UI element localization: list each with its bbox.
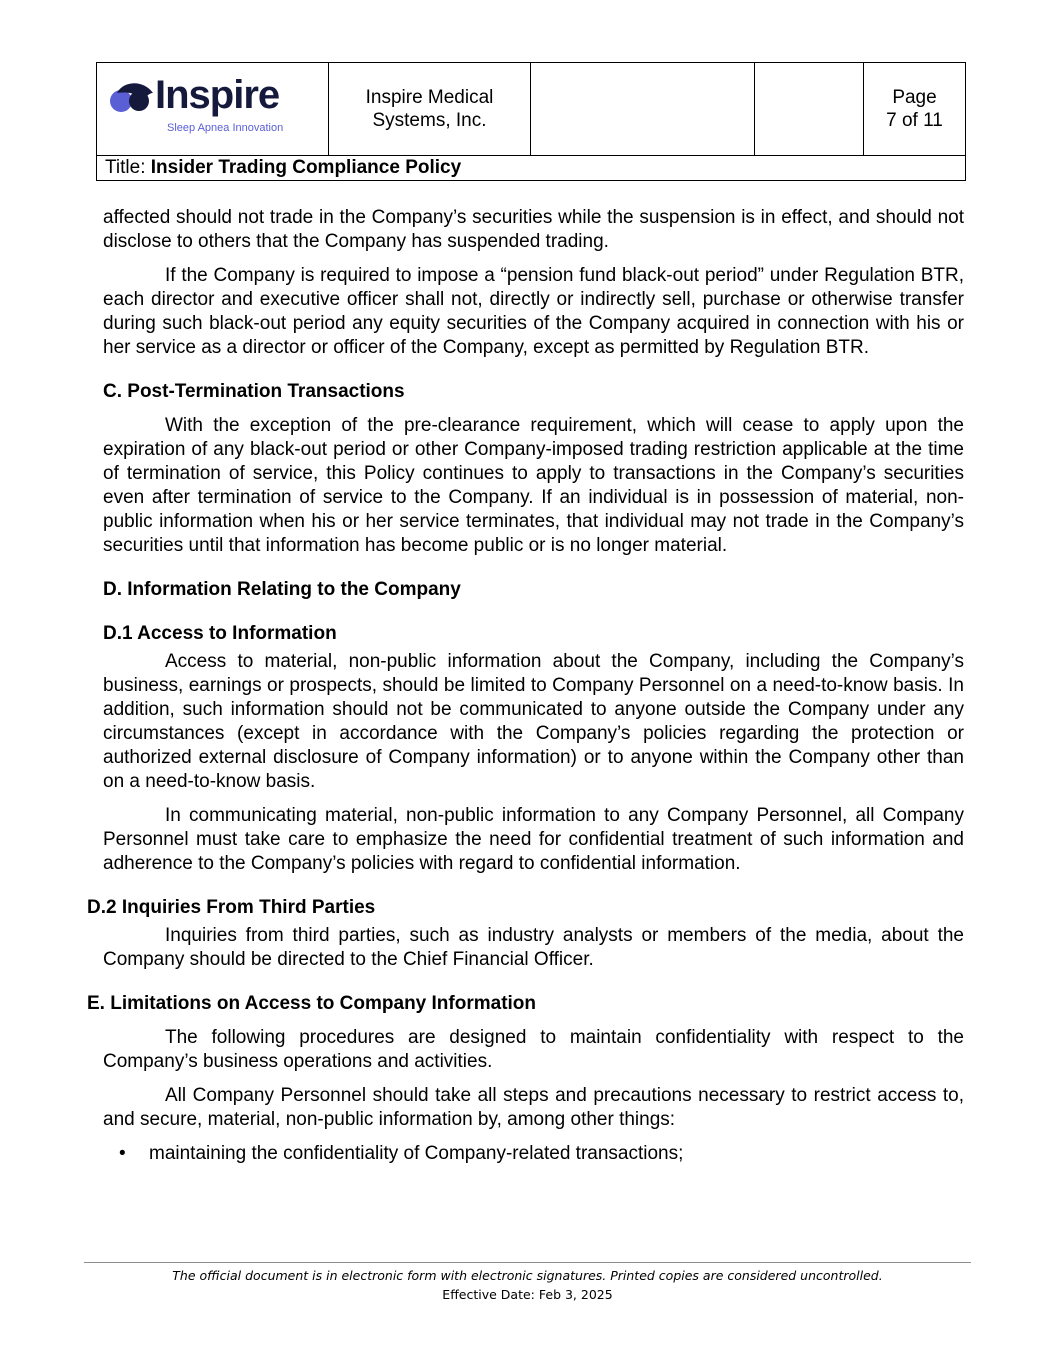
page-label: Page — [892, 87, 937, 108]
paragraph: In communicating material, non-public information to any Company Personnel, all Company Personnel must take care to emphasize the need for confidential treatment of such information and adherence to the Company’s policies with regard to confidential information. — [103, 805, 964, 874]
document-footer — [84, 1266, 971, 1304]
document-title: Insider Trading Compliance Policy — [150, 157, 462, 178]
paragraph: All Company Personnel should take all steps and precautions necessary to restrict access to, and secure, material, non-public information by, among other things: — [103, 1085, 964, 1130]
logo-wordmark: Inspire — [155, 73, 280, 117]
footer-notice: The official document is in electronic form with electronic signatures. Printed copies are considered uncontrolled. — [172, 1268, 883, 1283]
page-number: 7 of 11 — [886, 110, 943, 131]
empty-header-cell — [755, 63, 864, 156]
logo-tagline: Sleep Apnea Innovation — [167, 122, 284, 134]
paragraph: Inquiries from third parties, such as industry analysts or members of the media, about the Company should be directed to the Chief Financial Officer. — [103, 925, 964, 970]
company-logo — [97, 63, 329, 155]
title-label: Title: — [105, 157, 146, 178]
list-item-text: maintaining the confidentiality of Company-related transactions; — [149, 1143, 684, 1164]
document-body — [87, 206, 964, 1166]
effective-date: Effective Date: Feb 3, 2025 — [442, 1287, 613, 1302]
document-header — [96, 62, 966, 181]
company-name-cell — [329, 63, 531, 156]
paragraph: Access to material, non-public information about the Company, including the Company’s business, earnings or prospects, should be limited to Company Personnel on a need-to-know basis. In addition, such information should not be communicated to anyone outside the Company under any circumstances (except in accordance with the Company’s policies regarding the protection or authorized external disclosure of Company information) or to anyone within the Company other than on a need-to-know basis. — [103, 651, 964, 792]
inspire-logo-icon — [109, 79, 155, 113]
paragraph: If the Company is required to impose a “pension fund black-out period” under Regulation BTR, each director and executive officer shall not, directly or indirectly sell, purchase or otherwise transfer during such black-out period any equity securities of the Company acquired in connection with his or her service as a director or officer of the Company, except as permitted by Regulation BTR. — [103, 265, 964, 358]
footer-divider — [84, 1262, 971, 1263]
section-heading-d: D. Information Relating to the Company — [103, 579, 461, 600]
subsection-heading-d2: D.2 Inquiries From Third Parties — [87, 897, 376, 918]
empty-header-cell — [531, 63, 755, 156]
title-cell — [97, 156, 966, 181]
paragraph: The following procedures are designed to maintain confidentiality with respect to the Company’s business operations and activities. — [103, 1027, 964, 1072]
bullet-icon: • — [119, 1143, 126, 1164]
subsection-heading-d1: D.1 Access to Information — [103, 623, 337, 644]
company-name: Inspire Medical Systems, Inc. — [365, 87, 494, 131]
logo-cell — [97, 63, 329, 156]
section-heading-e: E. Limitations on Access to Company Information — [87, 993, 537, 1014]
list-item — [103, 1142, 964, 1166]
paragraph: With the exception of the pre-clearance requirement, which will cease to apply upon the expiration of any black-out period or other Company-imposed trading restriction applicable at the time of termination of service, this Policy continues to apply to transactions in the Company’s securities even after termination of service to the Company. If an individual is in possession of material, non-public information when his or her service terminates, that individual may not trade in the Company’s securities until that information has become public or is no longer material. — [103, 415, 964, 556]
page-number-cell — [864, 63, 966, 156]
section-heading-c: C. Post-Termination Transactions — [103, 381, 405, 402]
paragraph: affected should not trade in the Company’s securities while the suspension is in effect, and should not disclose to others that the Company has suspended trading. — [103, 207, 964, 252]
